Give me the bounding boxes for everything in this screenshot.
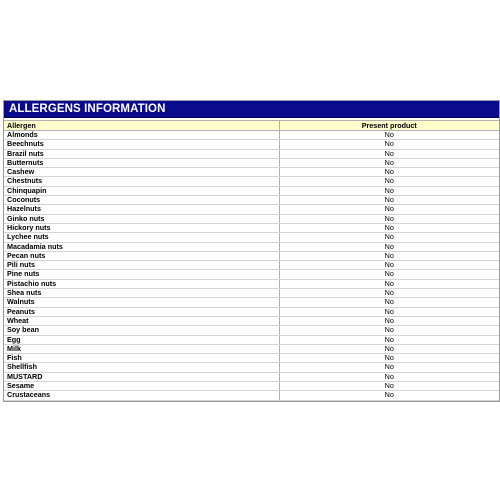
allergen-name-cell: Hickory nuts — [4, 223, 279, 232]
panel-title: ALLERGENS INFORMATION — [4, 101, 499, 118]
present-product-cell: No — [279, 242, 499, 251]
allergen-name-cell: Lychee nuts — [4, 233, 279, 242]
present-product-cell: No — [279, 251, 499, 260]
present-product-cell: No — [279, 214, 499, 223]
present-product-cell: No — [279, 344, 499, 353]
table-row — [4, 391, 499, 400]
allergen-name-cell: Shea nuts — [4, 289, 279, 298]
allergen-name-cell: Beechnuts — [4, 140, 279, 149]
present-product-cell: No — [279, 168, 499, 177]
table-row — [4, 326, 499, 335]
allergen-name-cell: Fish — [4, 354, 279, 363]
table-row — [4, 196, 499, 205]
table-row — [4, 177, 499, 186]
present-product-cell: No — [279, 289, 499, 298]
allergen-name-cell: Sesame — [4, 382, 279, 391]
table-row — [4, 205, 499, 214]
table-row — [4, 316, 499, 325]
allergen-name-cell: Pecan nuts — [4, 251, 279, 260]
table-row — [4, 131, 499, 140]
allergen-name-cell: Ginko nuts — [4, 214, 279, 223]
allergen-name-cell: Pine nuts — [4, 270, 279, 279]
present-product-cell: No — [279, 363, 499, 372]
table-row — [4, 233, 499, 242]
present-product-cell: No — [279, 177, 499, 186]
allergen-name-cell: Milk — [4, 344, 279, 353]
present-product-cell: No — [279, 372, 499, 381]
allergen-name-cell: MUSTARD — [4, 372, 279, 381]
present-product-cell: No — [279, 391, 499, 400]
present-product-cell: No — [279, 298, 499, 307]
allergen-name-cell: Crustaceans — [4, 391, 279, 400]
present-product-cell: No — [279, 149, 499, 158]
present-product-cell: No — [279, 316, 499, 325]
present-product-cell: No — [279, 196, 499, 205]
present-product-cell: No — [279, 158, 499, 167]
allergen-name-cell: Egg — [4, 335, 279, 344]
table-row — [4, 298, 499, 307]
allergen-name-cell: Pili nuts — [4, 261, 279, 270]
column-header-present-product: Present product — [279, 121, 499, 131]
allergen-name-cell: Soy bean — [4, 326, 279, 335]
present-product-cell: No — [279, 307, 499, 316]
present-product-cell: No — [279, 354, 499, 363]
present-product-cell: No — [279, 131, 499, 140]
table-row — [4, 158, 499, 167]
column-header-allergen: Allergen — [4, 121, 279, 131]
allergen-name-cell: Macadamia nuts — [4, 242, 279, 251]
allergen-name-cell: Almonds — [4, 131, 279, 140]
allergen-name-cell: Walnuts — [4, 298, 279, 307]
table-row — [4, 307, 499, 316]
allergen-name-cell: Coconuts — [4, 196, 279, 205]
table-row — [4, 149, 499, 158]
present-product-cell: No — [279, 205, 499, 214]
table-row — [4, 251, 499, 260]
table-row — [4, 186, 499, 195]
present-product-cell: No — [279, 279, 499, 288]
table-row — [4, 344, 499, 353]
table-row — [4, 279, 499, 288]
table-row — [4, 363, 499, 372]
allergen-name-cell: Chestnuts — [4, 177, 279, 186]
allergen-name-cell: Wheat — [4, 316, 279, 325]
present-product-cell: No — [279, 335, 499, 344]
table-row — [4, 261, 499, 270]
allergen-name-cell: Peanuts — [4, 307, 279, 316]
table-row — [4, 382, 499, 391]
table-row — [4, 242, 499, 251]
allergen-name-cell: Hazelnuts — [4, 205, 279, 214]
table-row — [4, 168, 499, 177]
present-product-cell: No — [279, 140, 499, 149]
table-row — [4, 270, 499, 279]
table-row — [4, 354, 499, 363]
present-product-cell: No — [279, 261, 499, 270]
table-header-row — [4, 121, 499, 131]
allergen-name-cell: Brazil nuts — [4, 149, 279, 158]
present-product-cell: No — [279, 326, 499, 335]
present-product-cell: No — [279, 223, 499, 232]
allergen-name-cell: Butternuts — [4, 158, 279, 167]
table-row — [4, 140, 499, 149]
present-product-cell: No — [279, 233, 499, 242]
table-row — [4, 214, 499, 223]
table-row — [4, 223, 499, 232]
table-row — [4, 335, 499, 344]
present-product-cell: No — [279, 382, 499, 391]
present-product-cell: No — [279, 270, 499, 279]
table-row — [4, 289, 499, 298]
allergen-name-cell: Cashew — [4, 168, 279, 177]
allergen-name-cell: Shellfish — [4, 363, 279, 372]
table-body — [4, 131, 499, 401]
present-product-cell: No — [279, 186, 499, 195]
allergen-name-cell: Chinquapin — [4, 186, 279, 195]
allergen-table — [4, 120, 499, 401]
allergen-name-cell: Pistachio nuts — [4, 279, 279, 288]
allergens-panel — [3, 100, 500, 402]
table-row — [4, 372, 499, 381]
